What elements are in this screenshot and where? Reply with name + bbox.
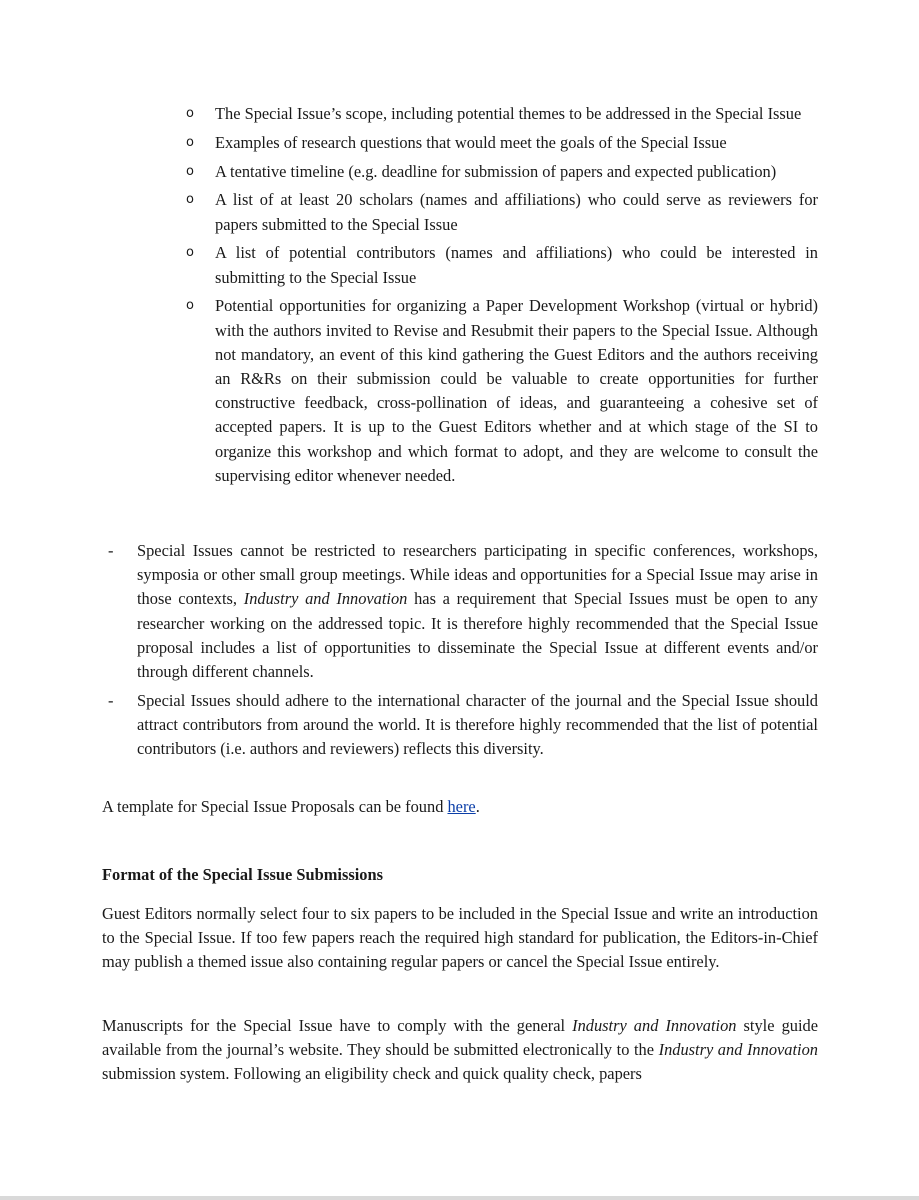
template-sentence: A template for Special Issue Proposals can be found here. bbox=[102, 797, 480, 816]
template-link[interactable]: here bbox=[447, 797, 476, 816]
circle-bullet-icon: o bbox=[186, 298, 194, 314]
journal-name: Industry and Innovation bbox=[658, 1040, 818, 1060]
page-bottom-edge bbox=[0, 1196, 919, 1200]
list-item-workshop: o Potential opportunities for organizing a Paper Development Workshop (virtual or hybrid) with the authors invited to Revise and Resubmit their papers to the Special Issue. Although not mandatory, an event of this kind gathering the Guest Editors and the authors receiving an R&Rs on their submission could be valuable to create opportunities for further constructive feedback, cross-pollination of ideas, and guaranteeing a cohesive set of accepted papers. It is up to the Guest Editors whether and at which stage of the SI to organize this workshop and which format to adopt, and they are welcome to consult the supervising editor whenever needed. bbox=[186, 296, 818, 485]
circle-bullet-icon: o bbox=[186, 134, 194, 150]
requirements-list bbox=[102, 539, 818, 766]
circle-bullet-icon: o bbox=[186, 245, 194, 261]
paragraph-selection: Guest Editors normally select four to six papers to be included in the Special Issue and write an introduction to the Special Issue. If too few papers reach the required high standard for publication, the Editors-in-Chief may publish a themed issue also containing regular papers or cancel the Special Issue entirely. bbox=[102, 904, 818, 972]
circle-bullet-icon: o bbox=[186, 192, 194, 208]
list-item-timeline: o A tentative timeline (e.g. deadline for submission of papers and expected publication) bbox=[186, 160, 818, 184]
circle-bullet-icon: o bbox=[186, 106, 194, 121]
list-item-reviewers: o A list of at least 20 scholars (names and affiliations) who could serve as reviewers for papers submitted to the Special Issue bbox=[186, 190, 818, 234]
list-item-international: - Special Issues should adhere to the international character of the journal and the Special Issue should attract contributors from around the world. It is therefore highly recommended that the list of potential contributors (i.e. authors and reviewers) reflects this diversity. bbox=[108, 690, 818, 759]
list-item-research-questions: o Examples of research questions that would meet the goals of the Special Issue bbox=[186, 131, 818, 155]
list-item-contributors: o A list of potential contributors (names and affiliations) who could be interested in submitting to the Special Issue bbox=[186, 243, 818, 287]
circle-bullet-icon: o bbox=[186, 163, 194, 179]
proposal-contents-list bbox=[186, 102, 818, 493]
list-item-scope: o The Special Issue’s scope, including potential themes to be addressed in the Special Issue bbox=[186, 102, 818, 126]
journal-name: Industry and Innovation bbox=[572, 1016, 737, 1035]
section-heading: Format of the Special Issue Submissions bbox=[102, 865, 383, 884]
journal-name: Industry and Innovation bbox=[243, 589, 408, 609]
list-item-open-restriction: - Special Issues cannot be restricted to researchers participating in specific conferences, workshops, symposia or other small group meetings. While ideas and opportunities for a Special Issue may arise in those contexts, Industry and Innovation has a requirement that Special Issues must be open to any researcher working on the addressed topic. It is therefore highly recommended that the Special Issue proposal includes a list of opportunities to disseminate the Special Issue at different events and/or through different channels. bbox=[108, 541, 818, 682]
dash-bullet-icon: - bbox=[108, 541, 114, 560]
paragraph-manuscripts: Manuscripts for the Special Issue have to comply with the general Industry and Innovation style guide available from the journal’s website. They should be submitted electronically to the Industry and Innovation submission system. Following an eligibility check and quick quality check, papers bbox=[102, 1016, 818, 1084]
dash-bullet-icon: - bbox=[108, 690, 114, 710]
